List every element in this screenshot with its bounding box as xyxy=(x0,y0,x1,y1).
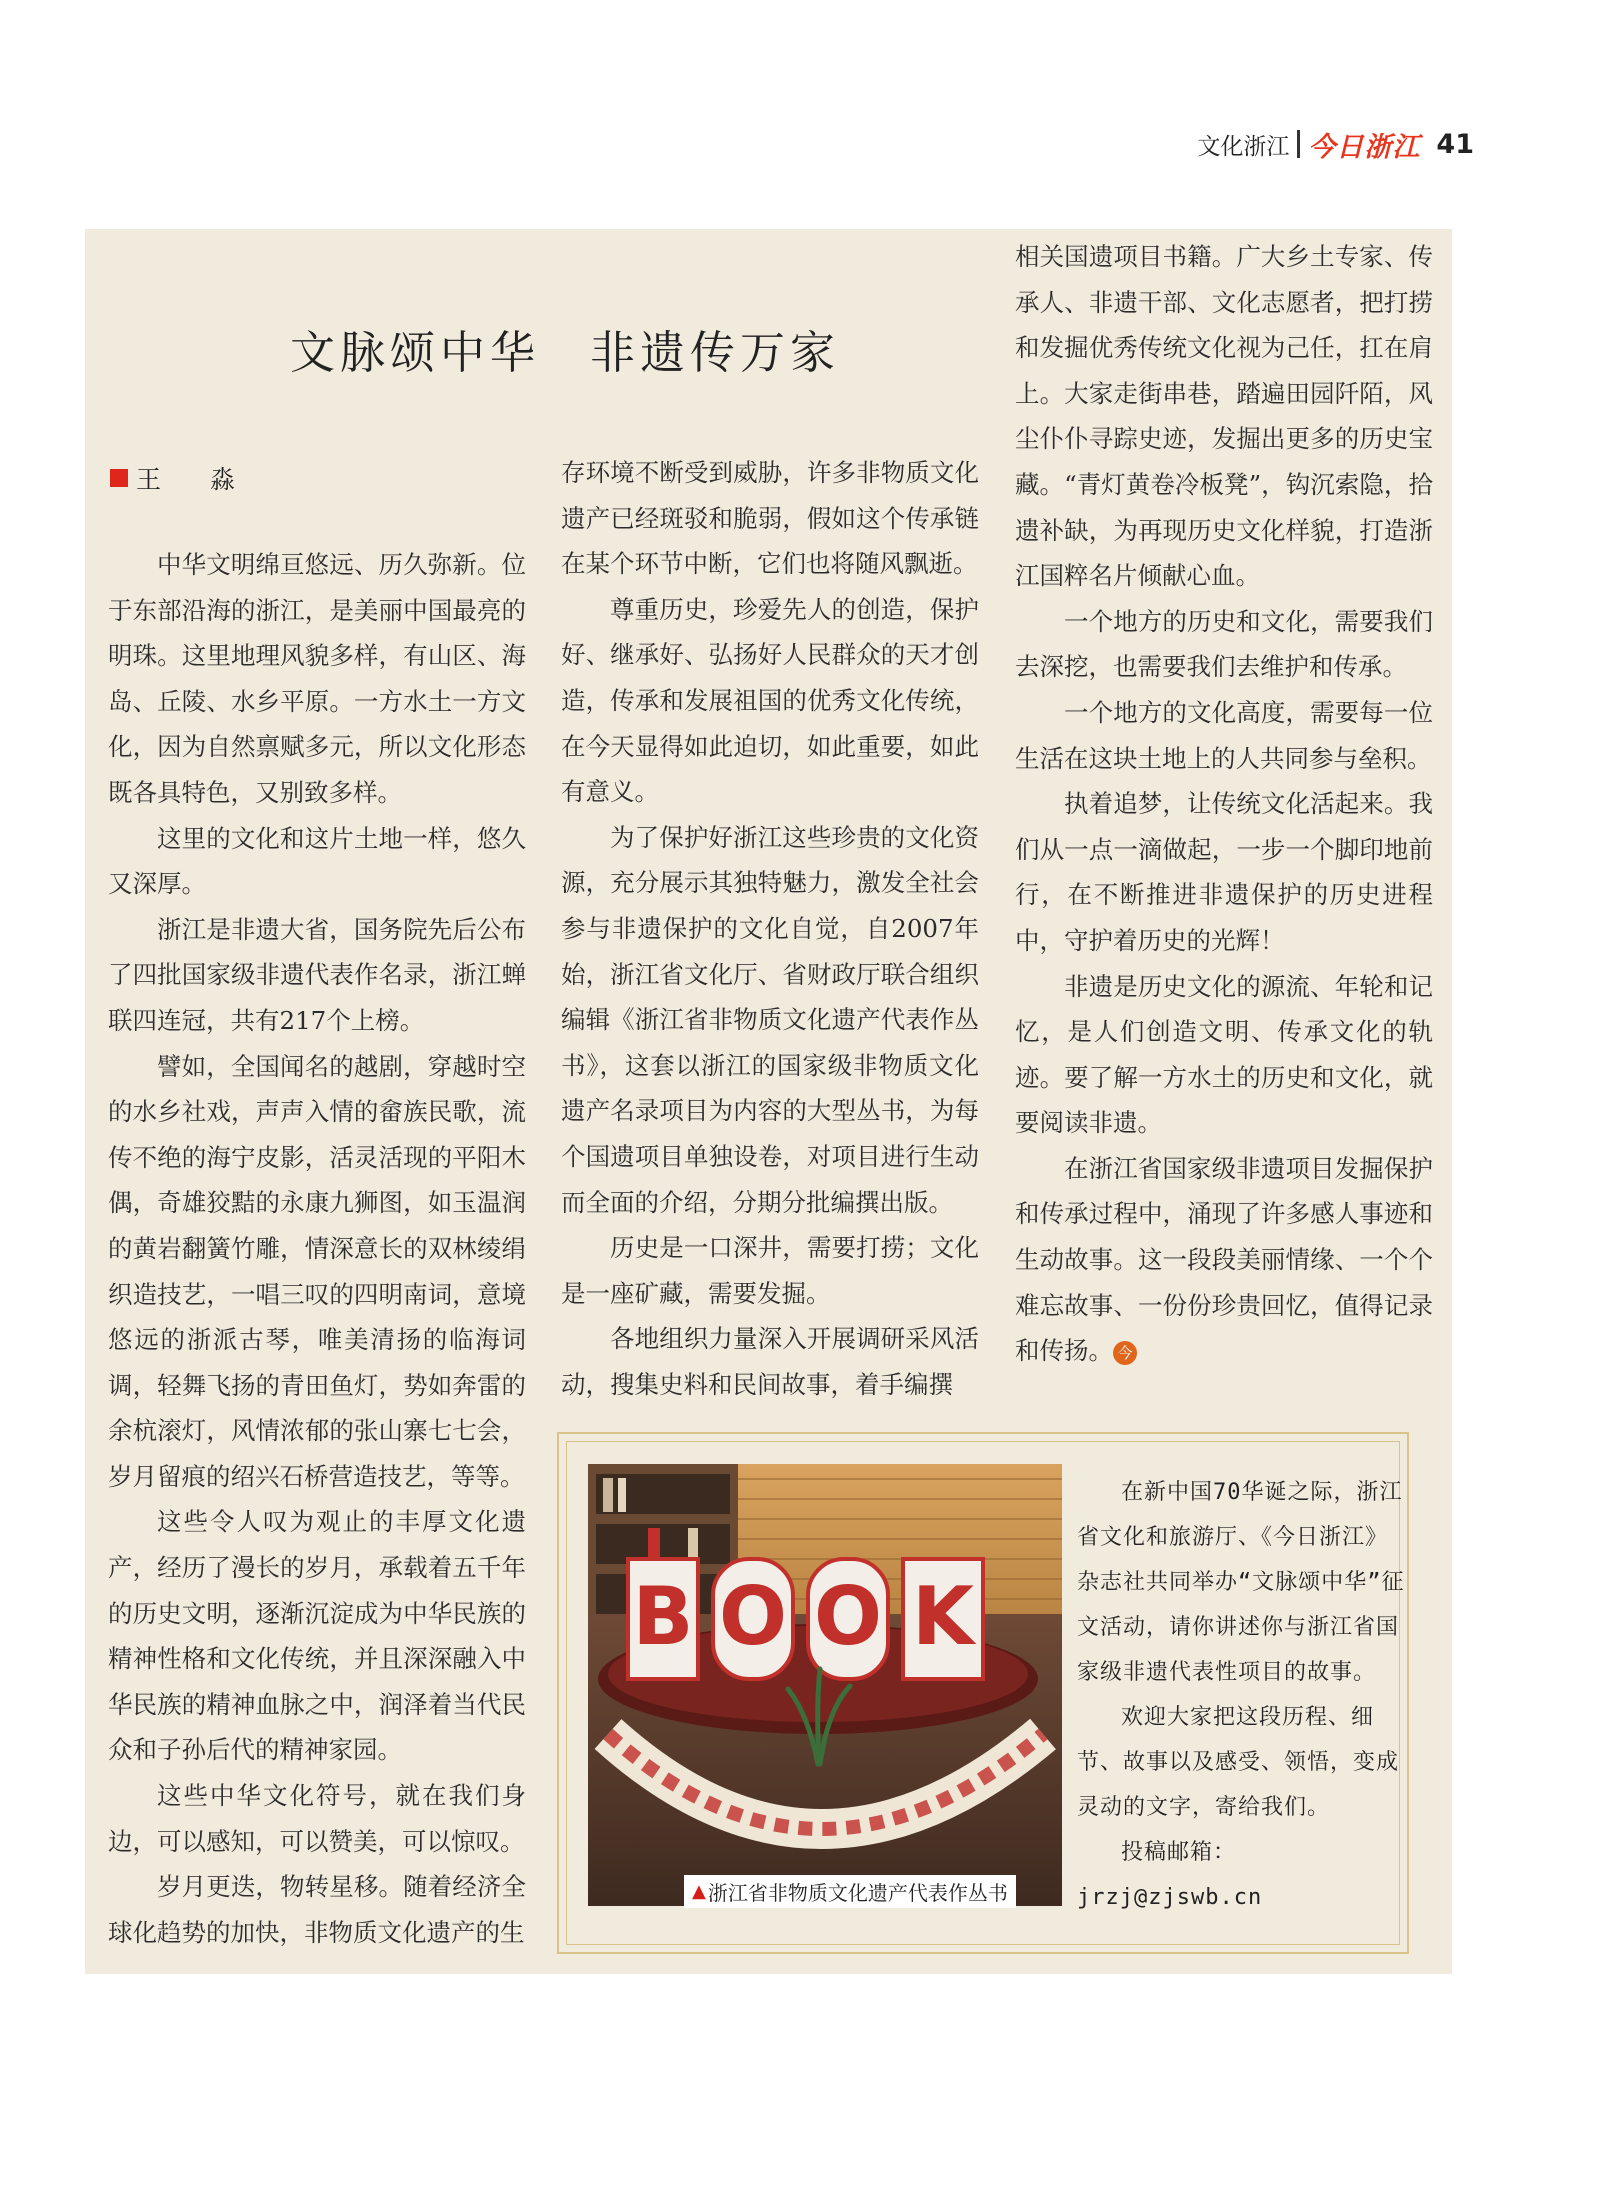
callout-box xyxy=(557,1432,1409,1954)
byline xyxy=(110,460,247,496)
page-number: 41 xyxy=(1436,128,1474,160)
paragraph: 浙江是非遗大省，国务院先后公布了四批国家级非遗代表作名录，浙江蝉联四连冠，共有217个上榜。 xyxy=(108,914,526,1035)
paragraph: 岁月更迭，物转星移。随着经济全球化趋势的加快，非物质文化遗产的生 xyxy=(108,1872,526,1947)
paragraph-continued: 相关国遗项目书籍。广大乡土专家、传承人、非遗干部、文化志愿者，把打捞和发掘优秀传统文化视为己任，扛在肩上。大家走街串巷，踏遍田园阡陌，风尘仆仆寻踪史迹，发掘出更多的历史宝藏。“青灯黄卷冷板凳”，钩沉索隐，拾遗补缺，为再现历史文化样貌，打造浙江国粹名片倾献心血。 xyxy=(1015,242,1433,591)
book-display-illustration xyxy=(588,1464,1062,1906)
section-name: 文化浙江 xyxy=(1197,133,1290,160)
paragraph: 一个地方的历史和文化，需要我们去深挖，也需要我们去维护和传承。 xyxy=(1015,606,1433,682)
page-header xyxy=(1197,124,1474,164)
paragraph: 这些令人叹为观止的丰厚文化遗产，经历了漫长的岁月，承载着五千年的历史文明，逐渐沉淀成为中华民族的精神性格和文化传统，并且深深融入中华民族的精神血脉之中，润泽着当代民众和子孙后代的精神家园。 xyxy=(108,1507,526,1765)
photo-caption-text: 浙江省非物质文化遗产代表作丛书 xyxy=(707,1881,1008,1905)
final-paragraph-text: 在浙江省国家级非遗项目发掘保护和传承过程中，涌现了许多感人事迹和生动故事。这一段段美丽情缘、一个个难忘故事、一份份珍贵回忆，值得记录和传扬。 xyxy=(1015,1153,1433,1366)
sign-letter: O xyxy=(718,1570,788,1663)
paragraph: 中华文明绵亘悠远、历久弥新。位于东部沿海的浙江，是美丽中国最亮的明珠。这里地理风貌多样，有山区、海岛、丘陵、水乡平原。一方水土一方文化，因为自然禀赋多元，所以文化形态既各具特色，又别致多样。 xyxy=(108,550,526,807)
header-divider xyxy=(1297,130,1300,158)
magazine-logo: 今日浙江 xyxy=(1308,131,1421,163)
paragraph: 一个地方的文化高度，需要每一位生活在这块土地上的人共同参与垒积。 xyxy=(1015,697,1433,773)
callout-paragraph: 在新中国70华诞之际，浙江省文化和旅游厅、《今日浙江》杂志社共同举办“文脉颂中华”征文活动，请你讲述你与浙江省国家级非遗代表性项目的故事。 xyxy=(1077,1480,1405,1685)
paragraph: 尊重历史，珍爱先人的创造，保护好、继承好、弘扬好人民群众的天才创造，传承和发展祖国的优秀文化传统，在今天显得如此迫切，如此重要，如此有意义。 xyxy=(561,594,979,807)
byline-square-icon xyxy=(110,469,128,487)
paragraph: 这些中华文化符号，就在我们身边，可以感知，可以赞美，可以惊叹。 xyxy=(108,1781,526,1856)
photo-caption xyxy=(684,1875,1016,1908)
paragraph: 为了保护好浙江这些珍贵的文化资源，充分展示其独特魅力，激发全社会参与非遗保护的文化自觉，自2007年始，浙江省文化厅、省财政厅联合组织编辑《浙江省非物质文化遗产代表作丛书》，这套以浙江的国家级非物质文化遗产名录项目为内容的大型丛书，为每个国遗项目单独设卷，对项目进行生动而全面的介绍，分期分批编撰出版。 xyxy=(561,822,979,1217)
callout-paragraph: 欢迎大家把这段历程、细节、故事以及感受、领悟，变成灵动的文字，寄给我们。 xyxy=(1077,1705,1400,1820)
paragraph: 这里的文化和这片土地一样，悠久又深厚。 xyxy=(108,823,526,899)
paragraph: 各地组织力量深入开展调研采风活动，搜集史料和民间故事，着手编撰 xyxy=(561,1324,979,1399)
author-name: 王 淼 xyxy=(136,465,248,494)
article-title: 文脉颂中华 非遗传万家 xyxy=(290,326,841,379)
paragraph-final xyxy=(1015,1146,1433,1374)
paragraph: 非遗是历史文化的源流、年轮和记忆，是人们创造文明、传承文化的轨迹。要了解一方水土的历史和文化，就要阅读非遗。 xyxy=(1015,971,1433,1138)
paragraph: 执着追梦，让传统文化活起来。我们从一点一滴做起，一步一个脚印地前行，在不断推进非遗保护的历史进程中，守护着历史的光辉！ xyxy=(1015,789,1433,955)
column-3 xyxy=(1015,234,1433,1374)
end-mark-icon: 今 xyxy=(1113,1341,1137,1365)
sign-letter: K xyxy=(912,1570,974,1663)
book-display-photo xyxy=(588,1464,1062,1906)
sign-letter: O xyxy=(813,1570,883,1663)
column-1 xyxy=(108,542,526,1955)
sign-letter: B xyxy=(632,1570,694,1663)
paragraph-continued: 存环境不断受到威胁，许多非物质文化遗产已经斑驳和脆弱，假如这个传承链在某个环节中断，它们也将随风飘逝。 xyxy=(561,458,979,579)
paragraph: 历史是一口深井，需要打捞；文化是一座矿藏，需要发掘。 xyxy=(561,1233,979,1308)
paragraph: 譬如，全国闻名的越剧，穿越时空的水乡社戏，声声入情的畲族民歌，流传不绝的海宁皮影，活灵活现的平阳木偶，奇雄狡黠的永康九狮图，如玉温润的黄岩翻簧竹雕，情深意长的双林绫绢织造技艺，一唱三叹的四明南词，意境悠远的浙派古琴，唯美清扬的临海词调，轻舞飞扬的青田鱼灯，势如奔雷的余杭滚灯，风情浓郁的张山寨七七会，岁月留痕的绍兴石桥营造技艺，等等。 xyxy=(108,1051,526,1491)
triangle-icon: ▲ xyxy=(692,1881,706,1902)
column-2 xyxy=(561,450,979,1407)
submission-email[interactable]: 投稿邮箱：jrzj@zjswb.cn xyxy=(1077,1840,1263,1910)
callout-text xyxy=(1077,1470,1407,1920)
